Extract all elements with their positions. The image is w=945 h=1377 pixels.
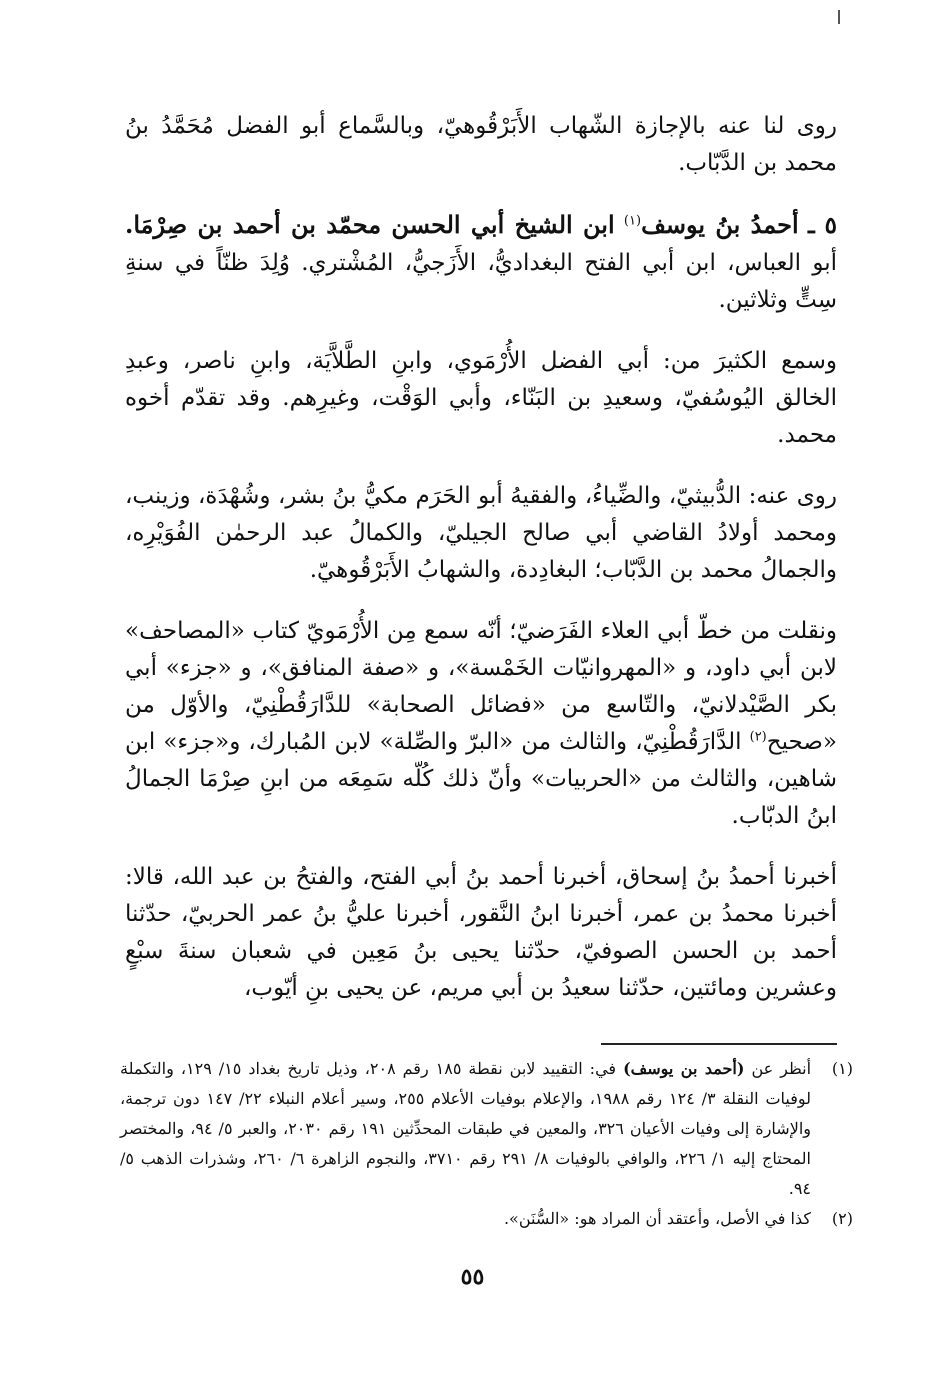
footnote-lead: أنظر عن — [751, 1059, 812, 1078]
footnote-text: كذا في الأصل، وأعتقد أن المراد هو: «السُّنَن». — [503, 1209, 811, 1228]
corner-mark — [838, 10, 840, 24]
footnote-number: (٢) — [831, 1209, 853, 1228]
entry-heading: أحمدُ بنُ يوسف — [641, 210, 799, 239]
footnote-bold-name: (أحمد بن يوسف) — [623, 1059, 745, 1078]
paragraph-6: أخبرنا أحمدُ بنُ إسحاق، أخبرنا أحمد بنُ أبي الفتح، والفتحُ بن عبد الله، قالا: أخبرنا محمدُ بن عمر، أخبرنا ابنُ النَّقور، أخبرنا عليُّ بنُ عمر الحربيّ، حدّثنا أحمد بن الحسن الصوفيّ، حدّثنا يحيى بنُ مَعِين في شعبان سنةَ سبْعٍ وعشرين ومائتين، حدّثنا سعيدُ بن أبي مريم، عن يحيى بنِ أيّوب، — [125, 864, 837, 1001]
paragraph-5-part-b: الدَّارَقُطْنِيّ، والثالث من «البرّ والصِّلة» لابن المُبارك، و«جزء» ابن شاهين، والثالث من «الحربيات» وأنّ ذلك كُلّه سَمِعَه من ابنِ صِرْمَا الجمالُ ابنُ الدبّاب. — [125, 729, 837, 829]
paragraph-1: روى لنا عنه بالإجازة الشّهاب الأَبَرْقُوهيّ، وبالسَّماع أبو الفضل مُحَمَّدُ بنُ محمد بن الدَّبّاب. — [125, 113, 837, 176]
footnote-body: في: التقييد لابن نقطة ١٨٥ رقم ٢٠٨، وذيل تاريخ بغداد ١٥/ ١٢٩، والتكملة لوفيات النقلة ٣/ ١٢٤ رقم ١٩٨٨، والإعلام بوفيات الأعلام ٢٥٥، وسير أعلام النبلاء ٢٢/ ١٤٧ دون ترجمة، والإشارة إلى وفيات الأعيان ٣٢٦، والمعين في طبقات المحدِّثين ١٩١ رقم ٢٠٣٠، والعبر ٥/ ٩٤، والمختصر المحتاج إليه ١/ ٢٢٦، والوافي بالوفيات ٨/ ٢٩١ رقم ٣٧١٠، والنجوم الزاهرة ٦/ ٢٦٠، وشذرات الذهب ٥/ ٩٤. — [120, 1059, 812, 1198]
footnotes — [120, 1054, 853, 1234]
footnote-1 — [120, 1054, 853, 1204]
footnote-number: (١) — [831, 1059, 853, 1078]
paragraph-3: وسمع الكثيرَ من: أبي الفضل الأُرْمَوي، وابنِ الطَّلاَّيَة، وابنِ ناصر، وعبدِ الخالق اليُوسُفيّ، وسعيدِ بن البَنّاء، وأبي الوَقْت، وغيرِهم. وقد تقدّم أخوه محمد. — [125, 348, 837, 448]
footnote-text — [120, 1054, 811, 1204]
footnote-ref-1: (١) — [623, 213, 642, 229]
entry-heading-rest: ابن الشيخ أبي الحسن محمّد بن أحمد بن صِرْمَا. — [125, 210, 615, 239]
footnote-2 — [120, 1204, 853, 1234]
main-text — [125, 108, 837, 1031]
entry-paragraph — [125, 206, 837, 319]
footnote-ref-2: (٢) — [749, 729, 767, 745]
page-number: ٥٥ — [460, 1264, 485, 1290]
entry-text: أبو العباس، ابن أبي الفتح البغداديُّ، الأَزَجيُّ، المُشْتري. وُلِدَ ظنّاً في سنةِ سِتٍّ وثلاثين. — [125, 250, 837, 313]
paragraph-4: روى عنه: الدُّبيثيّ، والضِّياءُ، والفقيهُ أبو الحَرَم مكيُّ بنُ بشر، وشُهْدَة، وزينب، ومحمد أولادُ القاضي أبي صالح الجيليّ، والكمالُ عبد الرحمٰن الفُوَيْرِه، والجمالُ محمد بن الدَّبّاب؛ البغادِدة، والشهابُ الأَبَرْقُوهيّ. — [125, 483, 837, 583]
footnote-divider — [601, 1043, 837, 1045]
paragraph-5-part-a: ونقلت من خطّ أبي العلاء الفَرَضيّ؛ أنّه سمع مِن الأُرْمَويّ كتاب «المصاحف» لابن أبي داود، و «المهروانيّات الخَمْسة»، و «صفة المنافق»، و «جزء» أبي بكر الصَّيْدلانيّ، والتّاسع من «فضائل الصحابة» للدَّارَقُطْنِيّ، والأوّل من «صحيح — [125, 618, 837, 755]
entry-number: ٥ ـ — [807, 212, 838, 239]
paragraph-5 — [125, 613, 837, 835]
